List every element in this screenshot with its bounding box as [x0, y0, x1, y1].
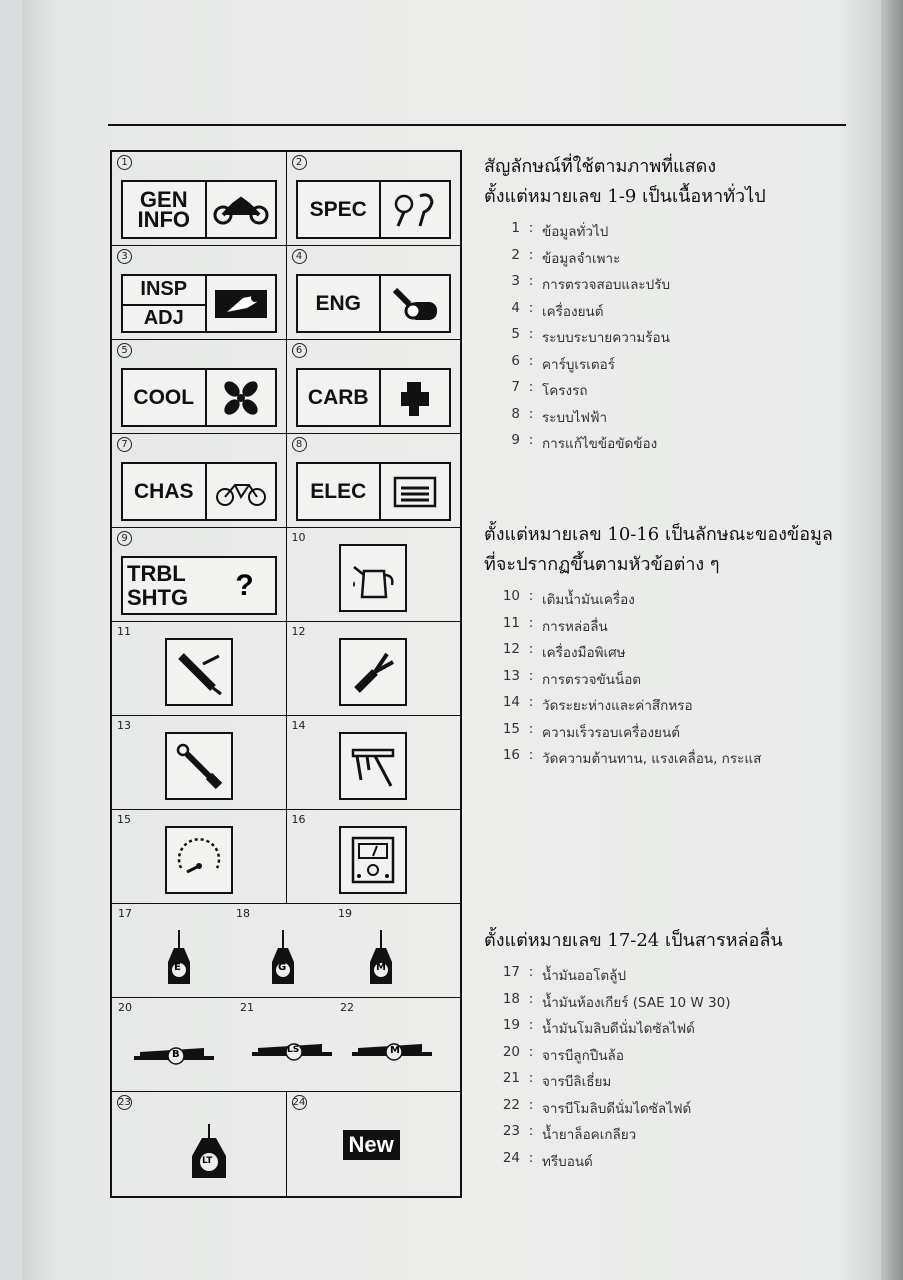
- legend-item-text: วัดความต้านทาน, แรงเคลื่อน, กระแส: [542, 751, 762, 767]
- symbol-number: 15: [117, 813, 131, 826]
- symbol-number: 18: [236, 907, 250, 920]
- legend-item-text: น้ำมันห้องเกียร์ (SAE 10 W 30): [542, 994, 731, 1011]
- legend-item-number: 3: [511, 273, 520, 289]
- legend-item: [484, 220, 766, 247]
- carb-badge: [296, 368, 452, 427]
- grid-row: [112, 434, 460, 528]
- legend-item: [484, 1017, 783, 1044]
- badge-label: INSP: [123, 277, 205, 306]
- legend-item-text: น้ำมันโมลิบดีนั่มไดซัลไฟด์: [542, 1021, 695, 1037]
- legend-item: [484, 588, 833, 615]
- separator: :: [528, 694, 534, 710]
- legend-item-number: 1: [511, 220, 520, 236]
- legend-section-2: [484, 520, 833, 774]
- section-heading: ตั้งแต่หมายเลข 17-24 เป็นสารหล่อลื่น: [484, 930, 783, 951]
- separator: :: [528, 641, 534, 657]
- separator: :: [528, 747, 534, 763]
- separator: :: [528, 379, 534, 395]
- symbol-cell-20-22: [112, 998, 460, 1091]
- gen-info-badge: [121, 180, 277, 239]
- legend-item: [484, 1070, 783, 1097]
- legend-item: [484, 247, 766, 274]
- legend-item: [484, 406, 766, 433]
- question-mark-icon: ?: [235, 568, 254, 602]
- legend-item-text: การตรวจสอบและปรับ: [542, 277, 671, 293]
- grid-row: [112, 622, 460, 716]
- legend-item-text: ความเร็วรอบเครื่องยนต์: [542, 724, 680, 741]
- oil-bottle-g-icon: [268, 928, 298, 992]
- section-heading: ที่จะปรากฏขึ้นตามหัวข้อต่าง ๆ: [484, 554, 720, 575]
- trbl-shtg-badge: [121, 556, 277, 615]
- legend-item-number: 15: [502, 720, 520, 737]
- grid-row: [112, 716, 460, 810]
- symbol-number: 3: [117, 249, 132, 264]
- grid-row: [112, 904, 460, 998]
- symbol-cell-11: [112, 622, 287, 715]
- symbol-cell-1: [112, 152, 287, 245]
- bottle-label: E: [174, 962, 181, 973]
- legend-item-text: น้ำมันออโตลู้ป: [542, 968, 627, 984]
- legend-item-text: ข้อมูลทั่วไป: [542, 224, 609, 240]
- legend-item: [484, 615, 833, 642]
- new-badge: New: [343, 1130, 400, 1160]
- legend-item: [484, 964, 783, 991]
- oil-bottle-m-icon: [366, 928, 396, 992]
- symbol-number: 19: [338, 907, 352, 920]
- badge-label: ADJ: [143, 306, 184, 329]
- oil-bottle-e-icon: [164, 928, 194, 992]
- legend-item-number: 13: [502, 667, 520, 684]
- symbol-grid: [110, 150, 462, 1198]
- grid-row: [112, 340, 460, 434]
- symbol-cell-23: [112, 1092, 287, 1196]
- chas-badge: [121, 462, 277, 521]
- legend-item-number: 17: [502, 964, 520, 980]
- legend-item: [484, 273, 766, 300]
- separator: :: [528, 614, 534, 631]
- legend-item-text: เครื่องมือพิเศษ: [542, 645, 626, 661]
- grid-row: [112, 810, 460, 904]
- legend-item: [484, 747, 833, 774]
- symbol-cell-15: [112, 810, 287, 903]
- eng-badge: [296, 274, 452, 333]
- thread-lock-lt-icon: [188, 1122, 230, 1186]
- legend-item-text: ระบบไฟฟ้า: [542, 409, 608, 426]
- legend-item-text: ทรีบอนด์: [542, 1153, 593, 1170]
- symbol-number: 6: [292, 343, 307, 358]
- legend-item: [484, 432, 766, 459]
- piston-icon: [379, 276, 449, 331]
- symbol-number: 1: [117, 155, 132, 170]
- badge-label: ELEC: [310, 480, 367, 503]
- legend-item-number: 12: [502, 641, 520, 657]
- legend-item-number: 8: [511, 405, 520, 422]
- fan-icon: [205, 370, 275, 425]
- legend-item-text: เติมน้ำมันเครื่อง: [542, 592, 635, 608]
- special-tool-icon: [339, 638, 407, 706]
- caliper-gauge-icon: [379, 182, 449, 237]
- legend-item-text: การหล่อลื่น: [542, 618, 608, 635]
- badge-label: COOL: [133, 386, 195, 409]
- legend-item: [484, 1123, 783, 1150]
- vernier-caliper-icon: [339, 732, 407, 800]
- symbol-number: 24: [292, 1097, 306, 1108]
- symbol-number: 10: [291, 531, 306, 544]
- symbol-number: 8: [292, 437, 307, 452]
- legend-item-number: 23: [502, 1123, 520, 1139]
- legend-item-number: 7: [511, 379, 520, 395]
- symbol-number: 22: [340, 1001, 354, 1014]
- grease-label: B: [172, 1049, 180, 1060]
- separator: :: [528, 1070, 534, 1086]
- symbol-number: 4: [292, 249, 307, 264]
- legend-item: [484, 668, 833, 695]
- separator: :: [528, 352, 534, 369]
- grease-gun-m-icon: [352, 1038, 436, 1070]
- cool-badge: [121, 368, 277, 427]
- symbol-cell-17-19: [112, 904, 460, 997]
- legend-item-text: วัดระยะห่างและค่าสึกหรอ: [542, 698, 693, 714]
- legend-item-text: เครื่องยนต์: [542, 303, 604, 320]
- symbol-number: 5: [117, 343, 132, 358]
- badge-label: GEN: [139, 186, 188, 212]
- multimeter-icon: [339, 826, 407, 894]
- separator: :: [528, 720, 534, 737]
- legend-item-number: 14: [502, 694, 520, 710]
- legend-item: [484, 721, 833, 748]
- bottle-label: M: [376, 962, 386, 973]
- separator: :: [528, 1123, 534, 1139]
- insp-adj-badge: [121, 274, 277, 333]
- legend-list: [484, 220, 766, 459]
- legend-item-text: จารบีโมลิบดีนั่มไดซัลไฟด์: [542, 1100, 692, 1117]
- legend-item-number: 2: [511, 246, 520, 263]
- legend-item: [484, 641, 833, 668]
- symbol-number: 7: [117, 437, 132, 452]
- separator: :: [528, 432, 534, 448]
- separator: :: [528, 273, 534, 289]
- separator: :: [528, 1096, 534, 1113]
- separator: :: [528, 246, 534, 263]
- legend-item: [484, 1097, 783, 1124]
- legend-list: [484, 588, 833, 774]
- symbol-number: 13: [117, 719, 131, 732]
- section-heading: ตั้งแต่หมายเลข 10-16 เป็นลักษณะของข้อมูล: [484, 524, 833, 545]
- symbol-cell-16: [287, 810, 461, 903]
- separator: :: [528, 990, 534, 1007]
- badge-label: CHAS: [133, 480, 194, 503]
- symbol-number: 23: [118, 1097, 131, 1108]
- book-spine: [881, 0, 903, 1280]
- grease-gun-icon: [165, 638, 233, 706]
- separator: :: [528, 588, 534, 604]
- grease-label: M: [390, 1045, 400, 1056]
- legend-item: [484, 379, 766, 406]
- legend-item: [484, 353, 766, 380]
- header-rule: [108, 124, 846, 126]
- symbol-cell-10: [287, 528, 461, 621]
- legend-item-number: 22: [502, 1096, 520, 1113]
- spec-badge: [296, 180, 452, 239]
- legend-item: [484, 1150, 783, 1177]
- legend-item-number: 20: [502, 1043, 520, 1060]
- legend-item-number: 19: [502, 1017, 520, 1033]
- symbol-number: 12: [291, 625, 306, 638]
- grid-row: [112, 246, 460, 340]
- symbol-cell-7: [112, 434, 287, 527]
- section-heading: สัญลักษณ์ที่ใช้ตามภาพที่แสดง: [484, 156, 717, 177]
- symbol-number: 20: [118, 1001, 132, 1014]
- legend-item-text: การแก้ไขข้อขัดข้อง: [542, 436, 658, 452]
- carburetor-icon: [379, 370, 449, 425]
- legend-item: [484, 1044, 783, 1071]
- separator: :: [528, 326, 534, 342]
- legend-item: [484, 326, 766, 353]
- symbol-number: 21: [240, 1001, 254, 1014]
- motorcycle-icon: [205, 182, 275, 237]
- legend-list: [484, 964, 783, 1176]
- legend-item-text: น้ำยาล็อคเกลียว: [542, 1127, 637, 1143]
- torque-wrench-icon: [165, 732, 233, 800]
- symbol-cell-13: [112, 716, 287, 809]
- badge-label: SHTG: [127, 584, 189, 610]
- symbol-number: 9: [117, 531, 132, 546]
- legend-item-number: 16: [502, 747, 520, 763]
- legend-item-text: ระบบระบายความร้อน: [542, 330, 670, 346]
- separator: :: [528, 299, 534, 316]
- symbol-cell-6: [287, 340, 461, 433]
- symbol-number: 17: [118, 907, 132, 920]
- separator: :: [528, 964, 534, 980]
- grid-row: [112, 528, 460, 622]
- legend-item-text: ข้อมูลจำเพาะ: [542, 250, 621, 267]
- elec-badge: [296, 462, 452, 521]
- separator: :: [528, 1043, 534, 1060]
- grid-row: [112, 998, 460, 1092]
- bottle-label: G: [278, 962, 287, 973]
- bottle-label: LT: [202, 1156, 213, 1166]
- badge-label: INFO: [137, 206, 191, 232]
- legend-item-text: โครงรถ: [542, 383, 588, 399]
- symbol-cell-3: [112, 246, 287, 339]
- battery-icon: [379, 464, 449, 519]
- symbol-cell-5: [112, 340, 287, 433]
- legend-item-number: 9: [511, 432, 520, 448]
- separator: :: [528, 1149, 534, 1166]
- legend-item: [484, 300, 766, 327]
- grid-row: [112, 1092, 460, 1196]
- badge-label: SPEC: [309, 198, 367, 221]
- legend-item-number: 21: [502, 1070, 520, 1086]
- legend-item: [484, 991, 783, 1018]
- legend-item-number: 18: [502, 990, 520, 1007]
- badge-label: ENG: [315, 292, 361, 315]
- oil-can-icon: [339, 544, 407, 612]
- legend-item-text: คาร์บูเรเตอร์: [542, 356, 616, 373]
- separator: :: [528, 220, 534, 236]
- legend-item-number: 24: [502, 1149, 520, 1166]
- legend-item-text: การตรวจขันน็อต: [542, 671, 642, 688]
- grease-gun-ls-icon: [252, 1038, 336, 1070]
- legend-item-number: 11: [502, 614, 520, 631]
- legend-item-number: 5: [511, 326, 520, 342]
- separator: :: [528, 667, 534, 684]
- legend-item-number: 6: [511, 352, 520, 369]
- legend-item-number: 4: [511, 299, 520, 316]
- symbol-cell-24: [287, 1092, 461, 1196]
- hand-wrench-icon: [205, 276, 275, 331]
- legend-section-3: [484, 926, 783, 1176]
- bicycle-frame-icon: [205, 464, 275, 519]
- symbol-cell-9: [112, 528, 287, 621]
- grease-gun-b-icon: [134, 1042, 218, 1074]
- legend-item-number: 10: [502, 588, 520, 604]
- symbol-cell-2: [287, 152, 461, 245]
- symbol-number: 11: [117, 625, 131, 638]
- symbol-cell-8: [287, 434, 461, 527]
- legend-section-1: [484, 152, 766, 459]
- symbol-number: 14: [291, 719, 306, 732]
- legend-item: [484, 694, 833, 721]
- badge-label: CARB: [307, 386, 369, 409]
- tachometer-icon: [165, 826, 233, 894]
- symbol-cell-14: [287, 716, 461, 809]
- separator: :: [528, 1017, 534, 1033]
- symbol-cell-4: [287, 246, 461, 339]
- legend-item-text: จารบีลิเธี่ยม: [542, 1074, 612, 1090]
- symbol-cell-12: [287, 622, 461, 715]
- symbol-number: 16: [291, 813, 306, 826]
- badge-label: TRBL: [127, 560, 186, 586]
- symbol-number: 2: [292, 155, 307, 170]
- separator: :: [528, 405, 534, 422]
- grease-label: LS: [287, 1045, 300, 1055]
- grid-row: [112, 152, 460, 246]
- legend-item-text: จารบีลูกปืนล้อ: [542, 1047, 624, 1064]
- section-heading: ตั้งแต่หมายเลข 1-9 เป็นเนื้อหาทั่วไป: [484, 186, 766, 207]
